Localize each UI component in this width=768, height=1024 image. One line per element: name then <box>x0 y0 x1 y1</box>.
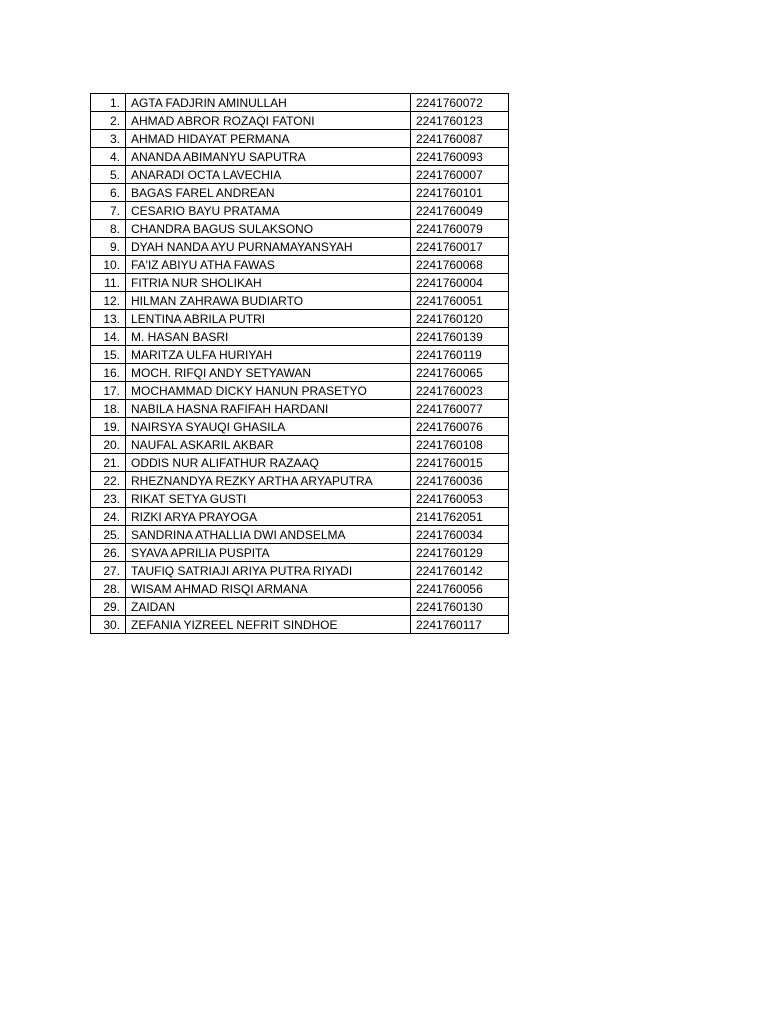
student-id-cell: 2241760119 <box>411 346 509 364</box>
row-number-cell: 4. <box>91 148 126 166</box>
row-number-cell: 10. <box>91 256 126 274</box>
table-row <box>91 364 509 382</box>
row-number-cell: 30. <box>91 616 126 634</box>
student-id-cell: 2241760017 <box>411 238 509 256</box>
student-id-cell: 2241760077 <box>411 400 509 418</box>
table-row <box>91 292 509 310</box>
student-name-cell: NABILA HASNA RAFIFAH HARDANI <box>126 400 411 418</box>
student-id-cell: 2241760139 <box>411 328 509 346</box>
row-number-cell: 27. <box>91 562 126 580</box>
row-number-cell: 17. <box>91 382 126 400</box>
student-id-cell: 2241760065 <box>411 364 509 382</box>
student-name-cell: RIZKI ARYA PRAYOGA <box>126 508 411 526</box>
student-name-cell: NAIRSYA SYAUQI GHASILA <box>126 418 411 436</box>
student-id-cell: 2241760068 <box>411 256 509 274</box>
table-row <box>91 508 509 526</box>
student-name-cell: AHMAD ABROR ROZAQI FATONI <box>126 112 411 130</box>
row-number-cell: 13. <box>91 310 126 328</box>
table-row <box>91 256 509 274</box>
student-id-cell: 2241760087 <box>411 130 509 148</box>
student-name-cell: RIKAT SETYA GUSTI <box>126 490 411 508</box>
student-id-cell: 2241760120 <box>411 310 509 328</box>
student-name-cell: RHEZNANDYA REZKY ARTHA ARYAPUTRA <box>126 472 411 490</box>
table-row <box>91 472 509 490</box>
row-number-cell: 24. <box>91 508 126 526</box>
student-name-cell: CHANDRA BAGUS SULAKSONO <box>126 220 411 238</box>
table-row <box>91 580 509 598</box>
student-name-cell: WISAM AHMAD RISQI ARMANA <box>126 580 411 598</box>
student-id-cell: 2241760101 <box>411 184 509 202</box>
table-row <box>91 526 509 544</box>
student-id-cell: 2241760108 <box>411 436 509 454</box>
student-id-cell: 2241760023 <box>411 382 509 400</box>
student-name-cell: ANANDA ABIMANYU SAPUTRA <box>126 148 411 166</box>
row-number-cell: 7. <box>91 202 126 220</box>
table-row <box>91 94 509 112</box>
table-row <box>91 328 509 346</box>
student-id-cell: 2241760007 <box>411 166 509 184</box>
table-row <box>91 400 509 418</box>
table-row <box>91 562 509 580</box>
student-name-cell: FA'IZ ABIYU ATHA FAWAS <box>126 256 411 274</box>
student-name-cell: AHMAD HIDAYAT PERMANA <box>126 130 411 148</box>
table-row <box>91 382 509 400</box>
table-row <box>91 454 509 472</box>
row-number-cell: 1. <box>91 94 126 112</box>
row-number-cell: 11. <box>91 274 126 292</box>
table-row <box>91 310 509 328</box>
student-name-cell: SANDRINA ATHALLIA DWI ANDSELMA <box>126 526 411 544</box>
student-name-cell: DYAH NANDA AYU PURNAMAYANSYAH <box>126 238 411 256</box>
row-number-cell: 29. <box>91 598 126 616</box>
table-row <box>91 220 509 238</box>
row-number-cell: 26. <box>91 544 126 562</box>
table-row <box>91 490 509 508</box>
student-name-cell: FITRIA NUR SHOLIKAH <box>126 274 411 292</box>
student-id-cell: 2141762051 <box>411 508 509 526</box>
table-row <box>91 346 509 364</box>
row-number-cell: 12. <box>91 292 126 310</box>
student-id-cell: 2241760129 <box>411 544 509 562</box>
student-table <box>90 93 509 634</box>
table-row <box>91 616 509 634</box>
student-name-cell: AGTA FADJRIN AMINULLAH <box>126 94 411 112</box>
row-number-cell: 23. <box>91 490 126 508</box>
table-row <box>91 166 509 184</box>
row-number-cell: 21. <box>91 454 126 472</box>
student-name-cell: HILMAN ZAHRAWA BUDIARTO <box>126 292 411 310</box>
student-name-cell: TAUFIQ SATRIAJI ARIYA PUTRA RIYADI <box>126 562 411 580</box>
table-row <box>91 202 509 220</box>
student-id-cell: 2241760079 <box>411 220 509 238</box>
student-name-cell: ZEFANIA YIZREEL NEFRIT SINDHOE <box>126 616 411 634</box>
table-row <box>91 436 509 454</box>
student-id-cell: 2241760004 <box>411 274 509 292</box>
row-number-cell: 18. <box>91 400 126 418</box>
student-id-cell: 2241760051 <box>411 292 509 310</box>
row-number-cell: 19. <box>91 418 126 436</box>
student-id-cell: 2241760036 <box>411 472 509 490</box>
table-row <box>91 112 509 130</box>
row-number-cell: 28. <box>91 580 126 598</box>
table-row <box>91 598 509 616</box>
student-name-cell: CESARIO BAYU PRATAMA <box>126 202 411 220</box>
student-name-cell: ANARADI OCTA LAVECHIA <box>126 166 411 184</box>
student-id-cell: 2241760015 <box>411 454 509 472</box>
row-number-cell: 25. <box>91 526 126 544</box>
student-id-cell: 2241760034 <box>411 526 509 544</box>
student-name-cell: ODDIS NUR ALIFATHUR RAZAAQ <box>126 454 411 472</box>
student-name-cell: LENTINA ABRILA PUTRI <box>126 310 411 328</box>
table-row <box>91 274 509 292</box>
table-row <box>91 418 509 436</box>
student-id-cell: 2241760049 <box>411 202 509 220</box>
student-id-cell: 2241760076 <box>411 418 509 436</box>
student-name-cell: MOCH. RIFQI ANDY SETYAWAN <box>126 364 411 382</box>
row-number-cell: 2. <box>91 112 126 130</box>
student-id-cell: 2241760117 <box>411 616 509 634</box>
row-number-cell: 16. <box>91 364 126 382</box>
student-id-cell: 2241760072 <box>411 94 509 112</box>
student-name-cell: ZAIDAN <box>126 598 411 616</box>
row-number-cell: 5. <box>91 166 126 184</box>
student-name-cell: BAGAS FAREL ANDREAN <box>126 184 411 202</box>
student-table-body <box>91 94 509 634</box>
student-id-cell: 2241760093 <box>411 148 509 166</box>
student-id-cell: 2241760056 <box>411 580 509 598</box>
table-row <box>91 184 509 202</box>
row-number-cell: 6. <box>91 184 126 202</box>
student-name-cell: M. HASAN BASRI <box>126 328 411 346</box>
row-number-cell: 22. <box>91 472 126 490</box>
student-id-cell: 2241760123 <box>411 112 509 130</box>
row-number-cell: 15. <box>91 346 126 364</box>
row-number-cell: 3. <box>91 130 126 148</box>
student-name-cell: NAUFAL ASKARIL AKBAR <box>126 436 411 454</box>
row-number-cell: 9. <box>91 238 126 256</box>
table-row <box>91 148 509 166</box>
student-name-cell: SYAVA APRILIA PUSPITA <box>126 544 411 562</box>
table-row <box>91 544 509 562</box>
row-number-cell: 14. <box>91 328 126 346</box>
student-id-cell: 2241760130 <box>411 598 509 616</box>
table-row <box>91 130 509 148</box>
student-id-cell: 2241760142 <box>411 562 509 580</box>
student-name-cell: MOCHAMMAD DICKY HANUN PRASETYO <box>126 382 411 400</box>
table-row <box>91 238 509 256</box>
row-number-cell: 20. <box>91 436 126 454</box>
student-id-cell: 2241760053 <box>411 490 509 508</box>
student-name-cell: MARITZA ULFA HURIYAH <box>126 346 411 364</box>
row-number-cell: 8. <box>91 220 126 238</box>
